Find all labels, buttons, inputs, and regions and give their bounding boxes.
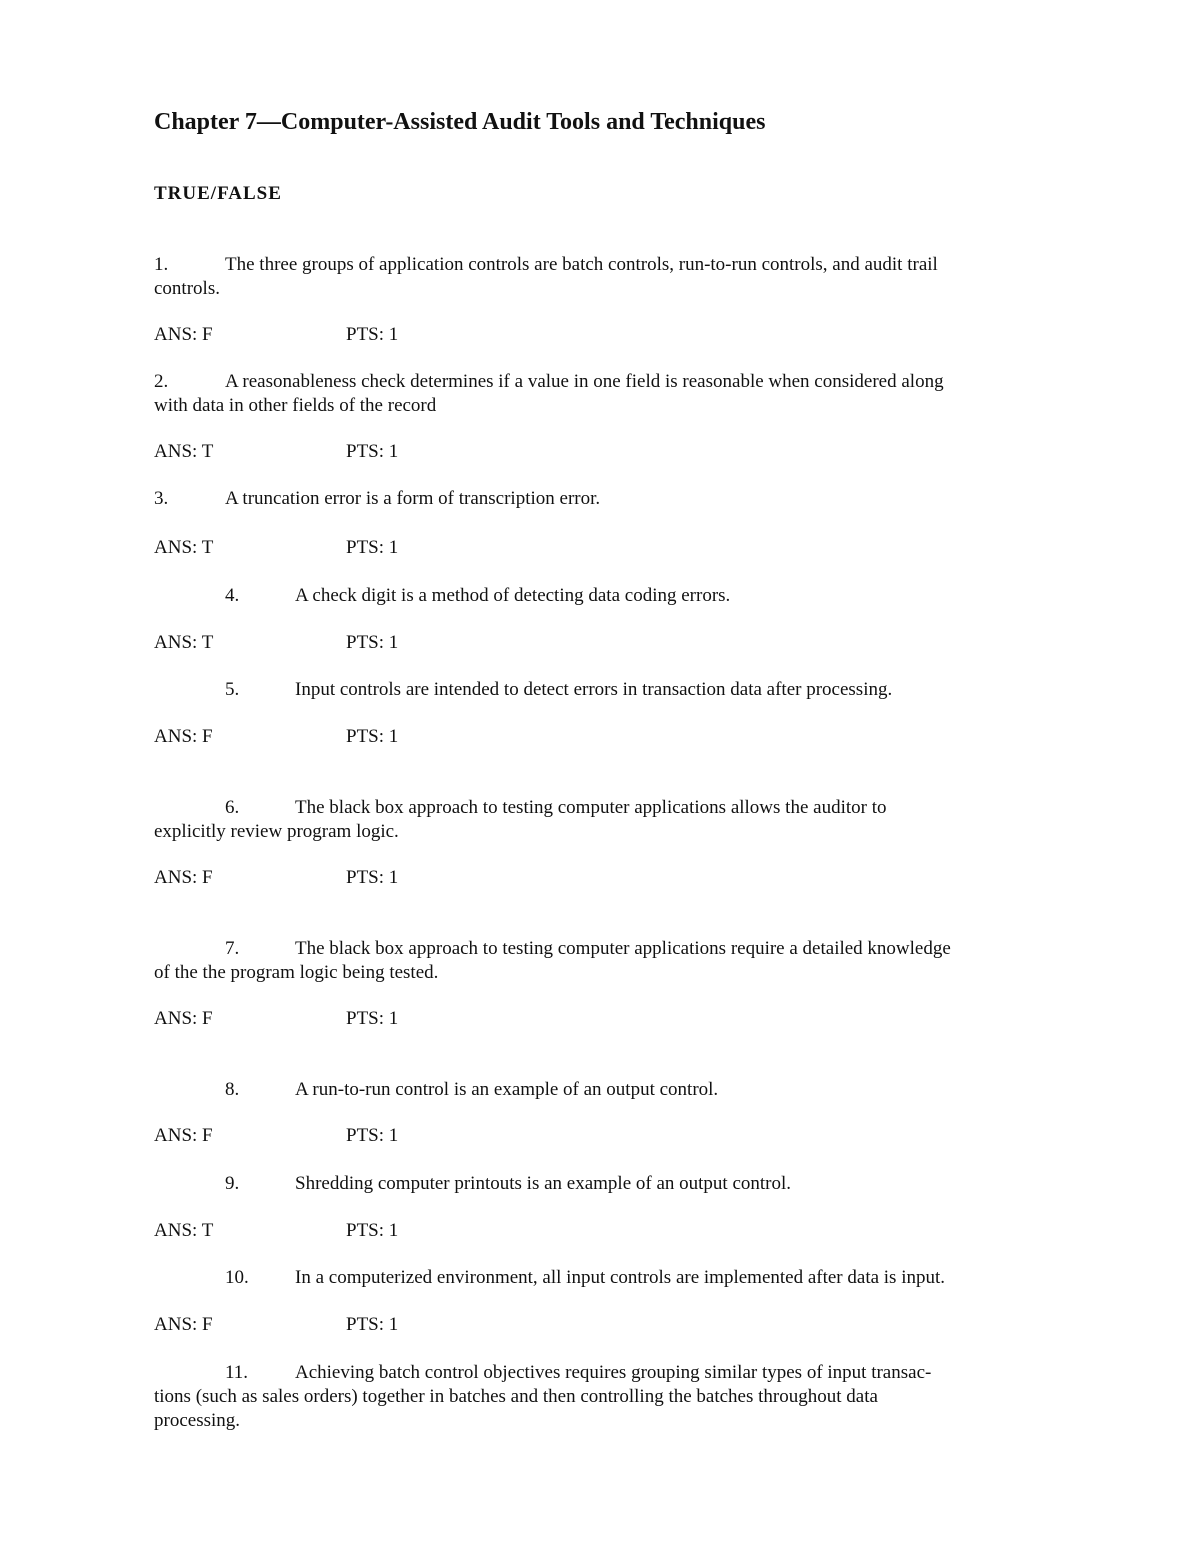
points-label: PTS: 1 [346,726,399,747]
page-title: Chapter 7—Computer-Assisted Audit Tools and Techniques [154,109,766,135]
points-label: PTS: 1 [346,537,399,558]
answer-label: ANS: F [154,1314,213,1335]
question-text-line: controls. [154,278,220,299]
question-text-line: explicitly review program logic. [154,821,399,842]
section-heading: TRUE/FALSE [154,183,282,204]
question-text-line: A run-to-run control is an example of an output control. [295,1079,719,1100]
answer-label: ANS: T [154,1220,214,1241]
question-text-line: Shredding computer printouts is an example of an output control. [295,1173,792,1194]
question-number: 3. [154,488,169,509]
points-label: PTS: 1 [346,1314,399,1335]
question-text-line: A truncation error is a form of transcription error. [225,488,601,509]
answer-label: ANS: T [154,441,214,462]
question-number: 9. [225,1173,240,1194]
question-number: 10. [225,1267,249,1288]
points-label: PTS: 1 [346,1008,399,1029]
question-number: 2. [154,371,169,392]
points-label: PTS: 1 [346,867,399,888]
points-label: PTS: 1 [346,632,399,653]
question-text-line: Input controls are intended to detect errors in transaction data after processing. [295,679,893,700]
answer-label: ANS: F [154,1125,213,1146]
points-label: PTS: 1 [346,1220,399,1241]
question-number: 1. [154,254,169,275]
points-label: PTS: 1 [346,1125,399,1146]
answer-label: ANS: F [154,324,213,345]
question-text-line: The black box approach to testing computer applications require a detailed knowledge [295,938,951,959]
question-text-line: processing. [154,1410,241,1431]
question-text-line: of the the program logic being tested. [154,962,439,983]
answer-label: ANS: F [154,726,213,747]
question-text-line: The three groups of application controls are batch controls, run-to-run controls, and audit trail [225,254,938,275]
question-text-line: Achieving batch control objectives requires grouping similar types of input transac- [295,1362,932,1383]
question-text-line: A reasonableness check determines if a value in one field is reasonable when considered along [225,371,944,392]
question-number: 8. [225,1079,240,1100]
question-text-line: A check digit is a method of detecting data coding errors. [295,585,731,606]
question-number: 6. [225,797,240,818]
question-text-line: In a computerized environment, all input controls are implemented after data is input. [295,1267,946,1288]
points-label: PTS: 1 [346,441,399,462]
question-number: 7. [225,938,240,959]
question-text-line: tions (such as sales orders) together in batches and then controlling the batches throughout data [154,1386,878,1407]
question-number: 5. [225,679,240,700]
question-text-line: with data in other fields of the record [154,395,437,416]
answer-label: ANS: T [154,537,214,558]
question-number: 4. [225,585,240,606]
points-label: PTS: 1 [346,324,399,345]
answer-label: ANS: F [154,867,213,888]
answer-label: ANS: F [154,1008,213,1029]
question-number: 11. [225,1362,249,1383]
answer-label: ANS: T [154,632,214,653]
question-text-line: The black box approach to testing computer applications allows the auditor to [295,797,887,818]
